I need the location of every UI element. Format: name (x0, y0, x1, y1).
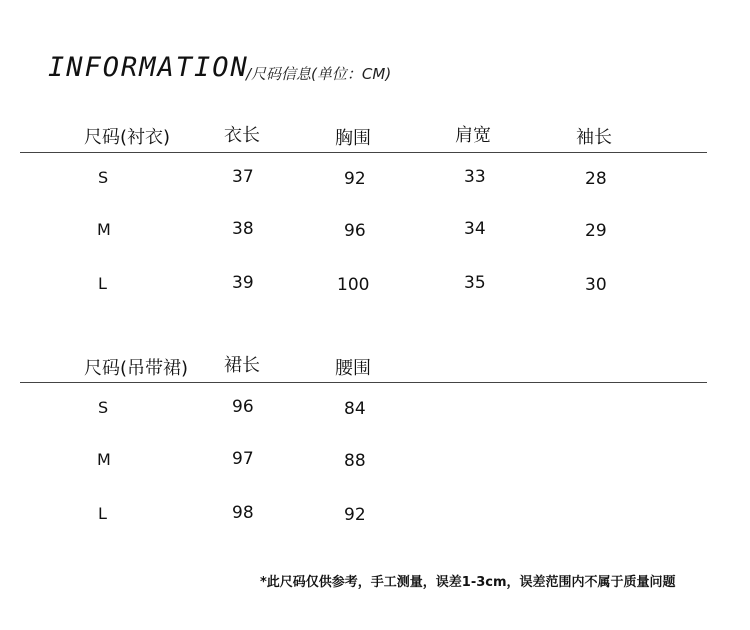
row-size: M (97, 450, 111, 469)
page-title: INFORMATION (48, 52, 249, 83)
shirt-header-chest: 胸围 (335, 128, 371, 149)
row-length: 39 (232, 273, 254, 293)
row-sleeve: 30 (585, 275, 607, 295)
shirt-header-divider (20, 152, 707, 153)
shirt-header-size: 尺码(衬衣) (84, 127, 171, 148)
row-length: 37 (232, 167, 254, 187)
row-length: 97 (232, 449, 254, 469)
row-size: L (98, 274, 107, 293)
row-waist: 88 (344, 451, 366, 471)
dress-header-length: 裙长 (224, 355, 260, 376)
dress-header-waist: 腰围 (335, 358, 371, 379)
row-sleeve: 28 (585, 169, 607, 189)
row-waist: 84 (344, 399, 366, 419)
row-chest: 92 (344, 169, 366, 189)
row-sleeve: 29 (585, 221, 607, 241)
row-size: M (97, 220, 111, 239)
row-size: L (98, 504, 107, 523)
row-length: 38 (232, 219, 254, 239)
row-chest: 96 (344, 221, 366, 241)
shirt-header-length: 衣长 (224, 125, 260, 146)
row-shoulder: 34 (464, 219, 486, 239)
row-size: S (98, 168, 109, 187)
dress-header-divider (20, 382, 707, 383)
row-chest: 100 (337, 275, 370, 295)
shirt-header-shoulder: 肩宽 (455, 125, 491, 146)
row-shoulder: 35 (464, 273, 486, 293)
dress-header-size: 尺码(吊带裙) (84, 358, 189, 379)
row-length: 96 (232, 397, 254, 417)
row-waist: 92 (344, 505, 366, 525)
measurement-note: *此尺码仅供参考，手工测量，误差1-3cm，误差范围内不属于质量问题 (260, 575, 676, 590)
page-subtitle: /尺码信息(单位：CM) (246, 65, 392, 83)
row-shoulder: 33 (464, 167, 486, 187)
row-length: 98 (232, 503, 254, 523)
shirt-header-sleeve: 袖长 (576, 127, 612, 148)
row-size: S (98, 398, 109, 417)
